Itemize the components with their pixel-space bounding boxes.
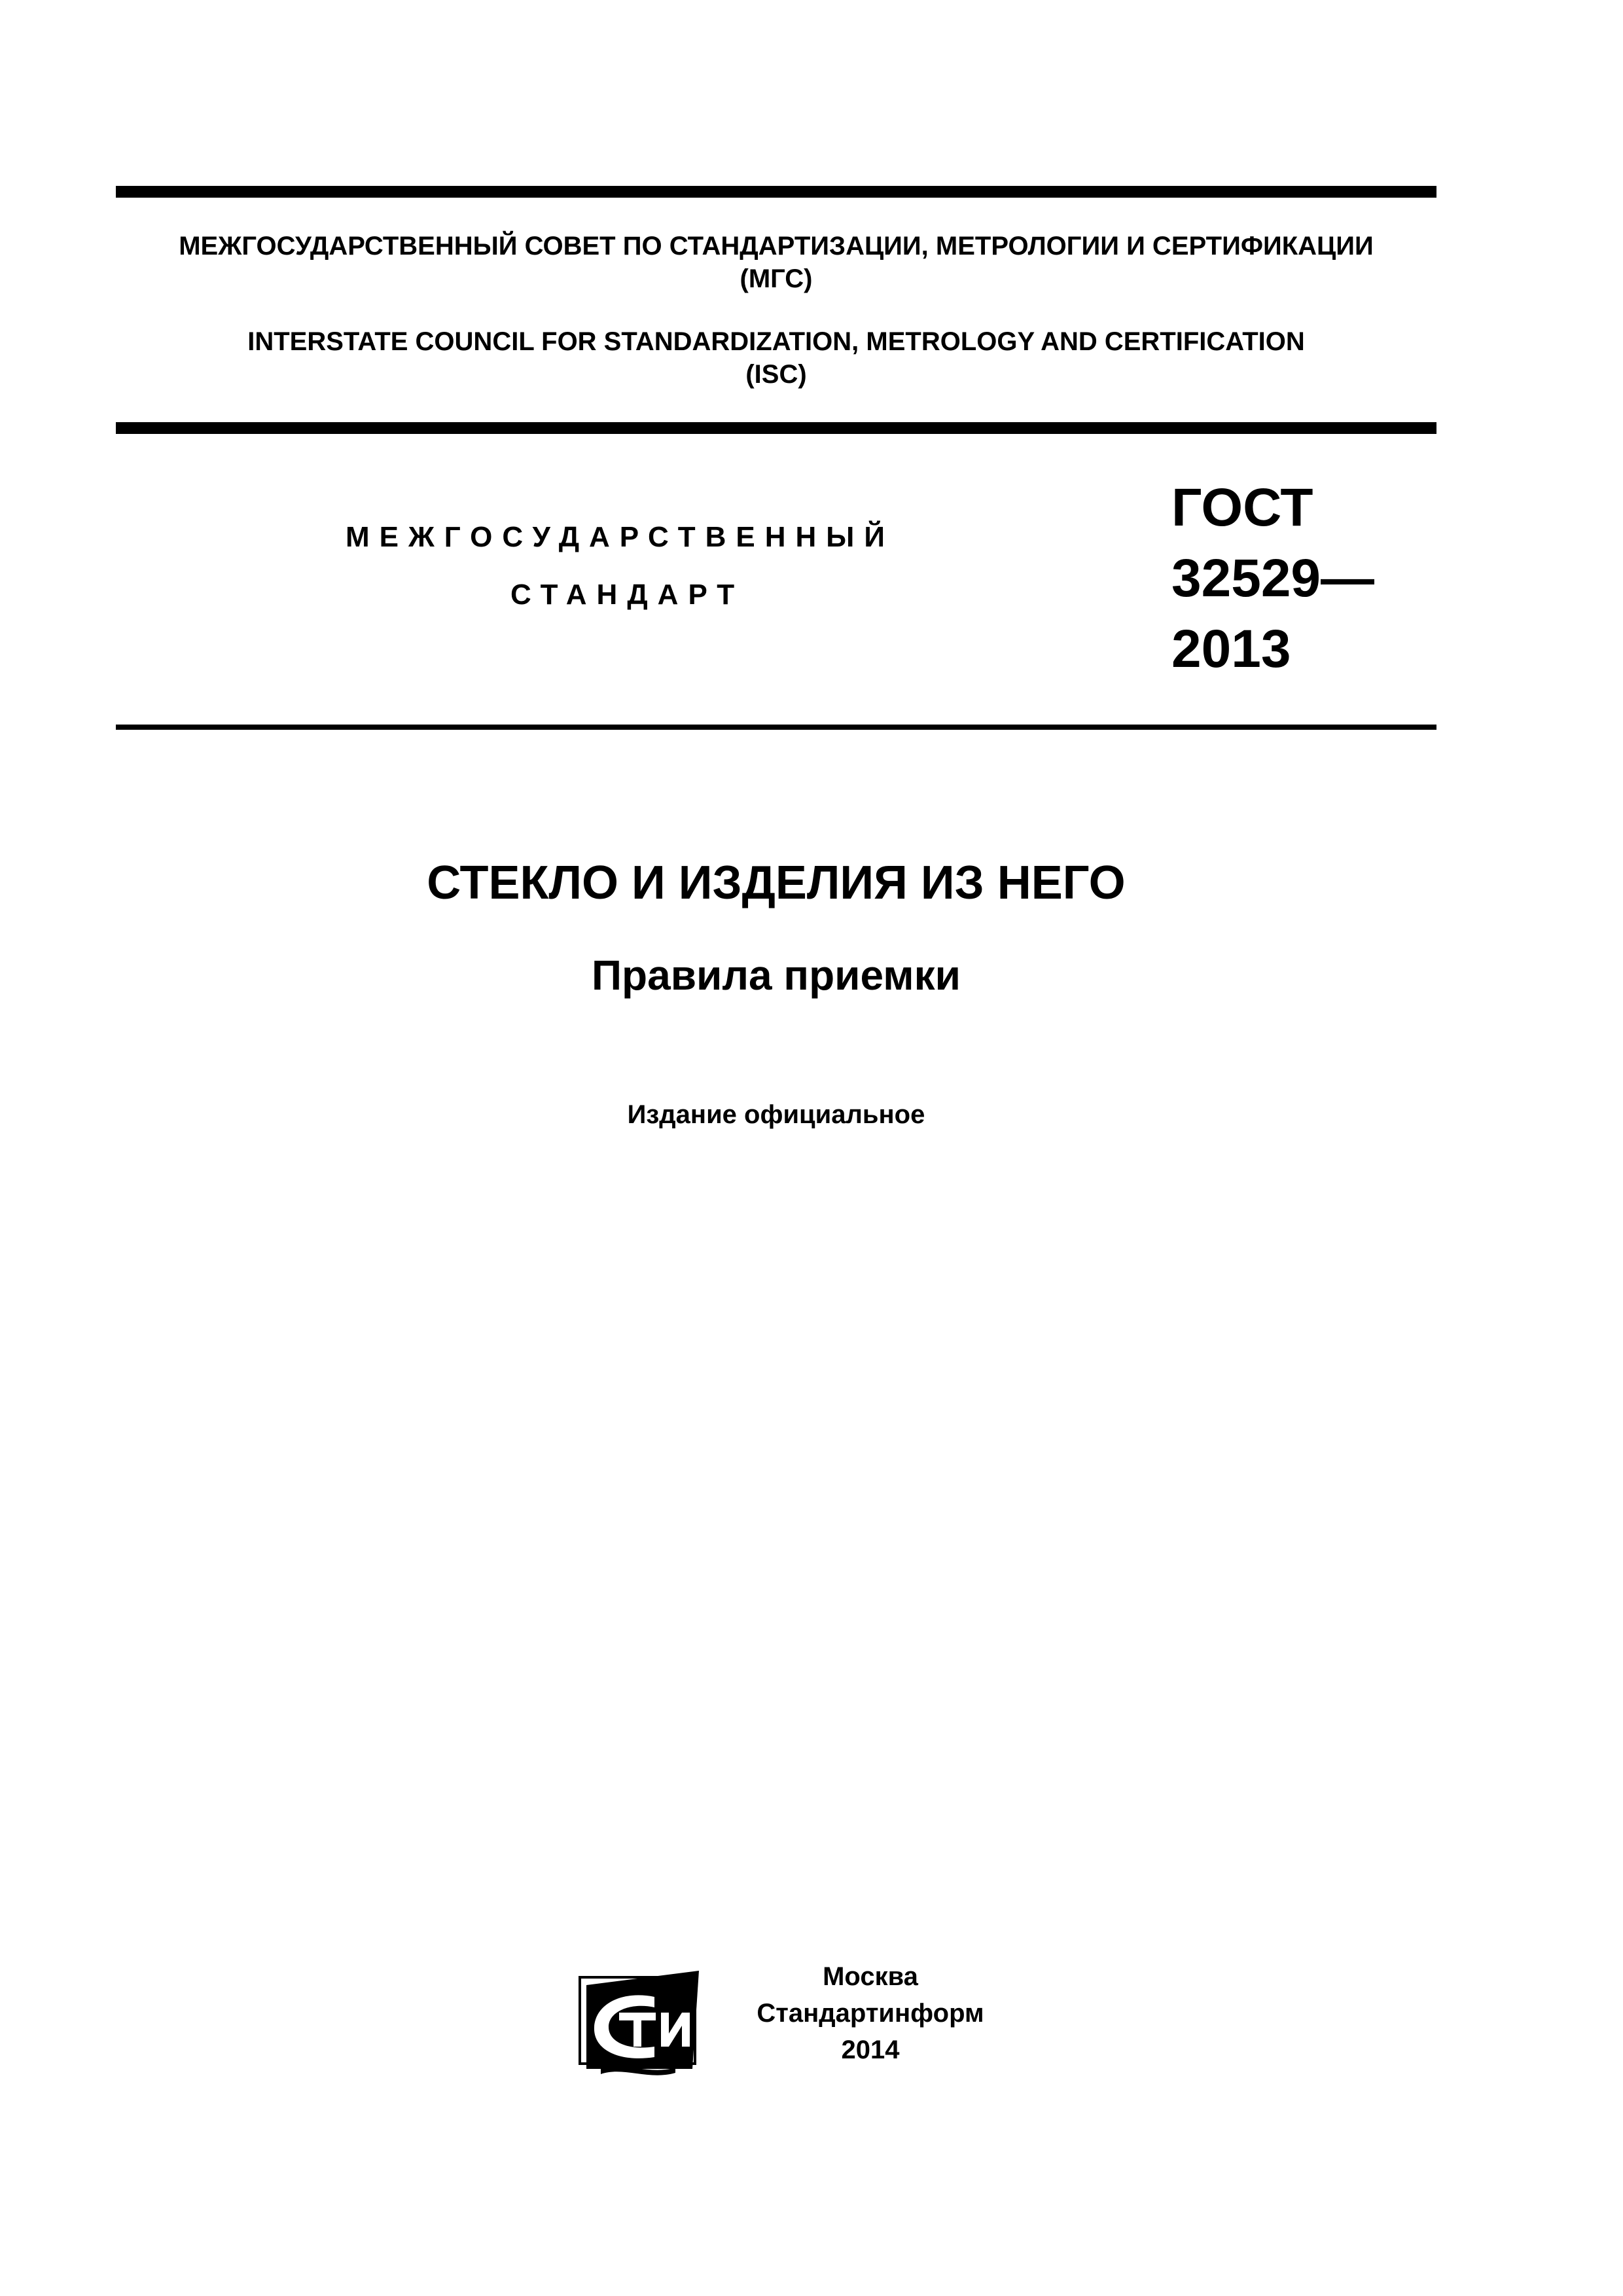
council-abbr-ru: (МГС) xyxy=(740,264,813,293)
standartinform-logo-icon xyxy=(577,1971,705,2075)
top-rule xyxy=(116,186,1436,198)
council-name-ru xyxy=(116,230,1436,295)
publisher-imprint xyxy=(733,1958,1008,2068)
bottom-rule xyxy=(116,725,1436,730)
council-name-en-line1: INTERSTATE COUNCIL FOR STANDARDIZATION, METROLOGY AND CERTIFICATION xyxy=(247,327,1305,356)
publisher-name: Стандартинформ xyxy=(757,1999,984,2028)
standard-kind-line1: МЕЖГОСУДАРСТВЕННЫЙ xyxy=(346,521,895,553)
publisher-city: Москва xyxy=(823,1962,918,1991)
gost-number: 32529— xyxy=(1171,548,1375,608)
publisher-year: 2014 xyxy=(841,2036,900,2064)
gost-label: ГОСТ xyxy=(1171,478,1313,537)
council-name-en xyxy=(116,325,1436,391)
document-subtitle: Правила приемки xyxy=(592,952,961,999)
document-title: СТЕКЛО И ИЗДЕЛИЯ ИЗ НЕГО xyxy=(427,857,1126,909)
council-name-ru-line1: МЕЖГОСУДАРСТВЕННЫЙ СОВЕТ ПО СТАНДАРТИЗАЦИИ, МЕТРОЛОГИИ И СЕРТИФИКАЦИИ xyxy=(179,232,1374,260)
standard-kind-line2: СТАНДАРТ xyxy=(510,579,745,611)
gost-designation xyxy=(1171,473,1374,685)
edition-note: Издание официальное xyxy=(627,1100,925,1129)
council-abbr-en: (ISC) xyxy=(745,360,807,389)
gost-year: 2013 xyxy=(1171,619,1291,679)
middle-rule xyxy=(116,422,1436,434)
